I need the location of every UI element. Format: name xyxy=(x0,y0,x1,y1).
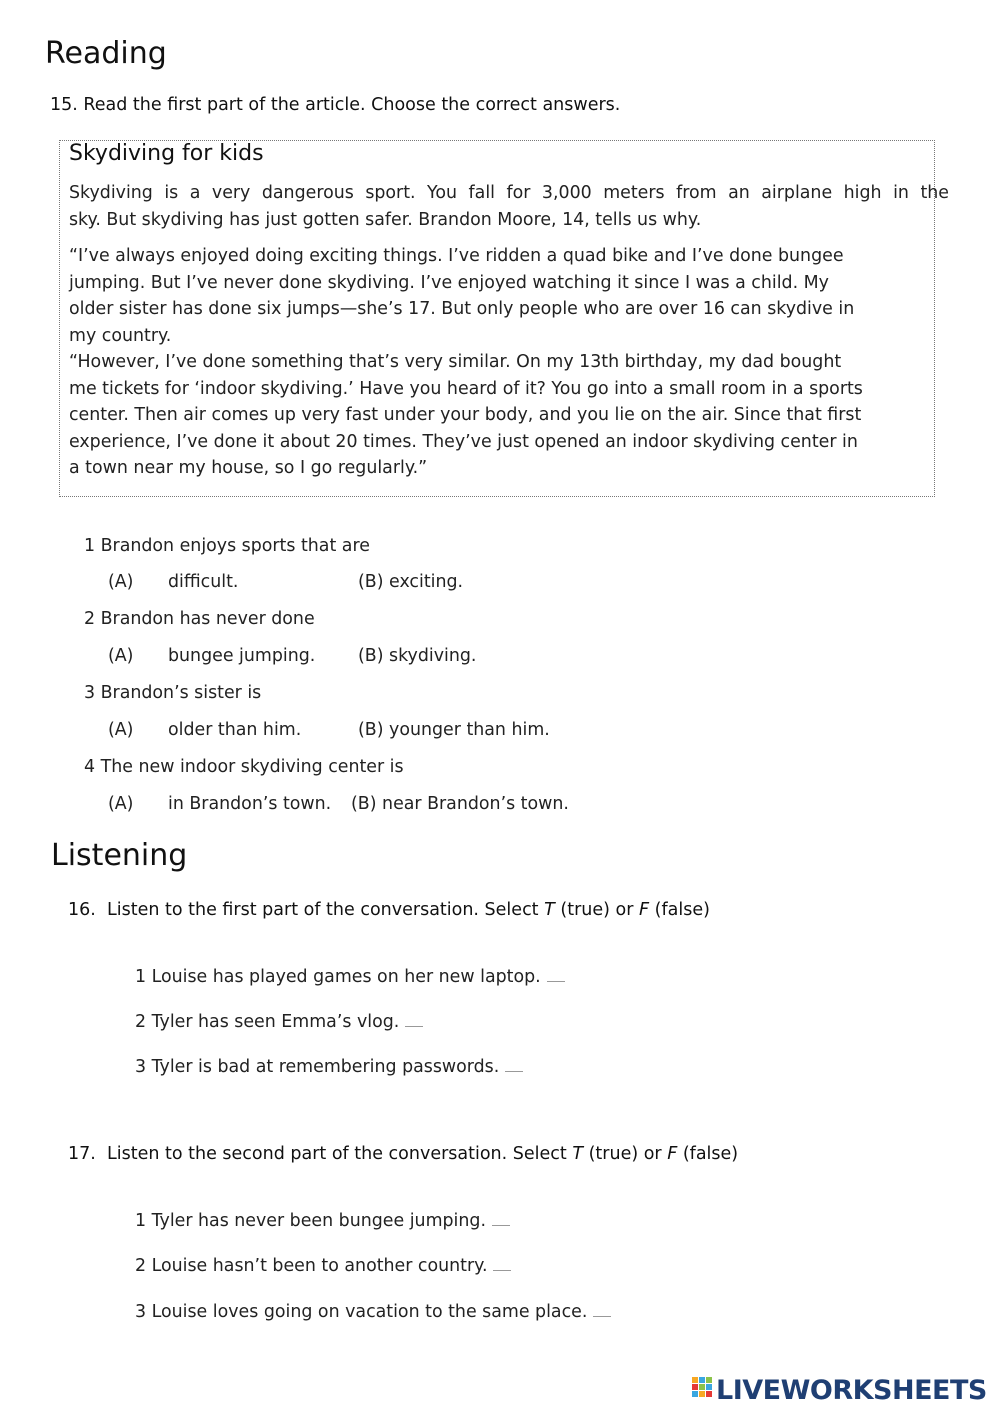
answer-blank[interactable] xyxy=(492,1224,510,1226)
answer-blank[interactable] xyxy=(593,1315,611,1317)
question-number: 3 xyxy=(84,683,96,703)
article-line: “I’ve always enjoyed doing exciting things. I’ve ridden a quad bike and I’ve done bungee xyxy=(69,246,844,266)
item-number: 1 xyxy=(135,967,147,987)
item-text: Tyler has seen Emma’s vlog. xyxy=(151,1012,400,1032)
item-text: Louise loves going on vacation to the same place. xyxy=(151,1302,588,1322)
question-1-option-a-text[interactable]: difficult. xyxy=(168,572,239,592)
question-1-option-b[interactable] xyxy=(358,572,463,592)
option-b-label[interactable]: (B) xyxy=(358,572,384,592)
article-line: my country. xyxy=(69,325,172,346)
question-3-option-a-label[interactable]: (A) xyxy=(108,720,134,740)
article-paragraph-1 xyxy=(69,180,949,233)
question-3-option-b[interactable] xyxy=(358,720,550,740)
question-4-option-a-text[interactable]: in Brandon’s town. xyxy=(168,794,332,814)
liveworksheets-logo xyxy=(692,1374,987,1406)
instruction-text: Listen to the first part of the conversation. Select xyxy=(106,900,545,920)
article-paragraph-2 xyxy=(69,243,939,482)
listening-16-instruction xyxy=(68,900,710,920)
listening-17-item-2 xyxy=(135,1256,511,1276)
item-text: Tyler has never been bungee jumping. xyxy=(151,1211,486,1231)
question-4-stem xyxy=(84,757,404,777)
section-number: 16. xyxy=(68,900,96,920)
article-line: experience, I’ve done it about 20 times. They’ve just opened an indoor skydiving center in xyxy=(69,431,858,452)
listening-16-item-3 xyxy=(135,1057,523,1077)
item-text: Tyler is bad at remembering passwords. xyxy=(151,1057,500,1077)
option-b-text[interactable]: near Brandon’s town. xyxy=(382,794,569,814)
question-2-option-a-label[interactable]: (A) xyxy=(108,646,134,666)
item-number: 3 xyxy=(135,1302,147,1322)
question-4-option-b[interactable] xyxy=(351,794,569,814)
listening-17-instruction xyxy=(68,1144,738,1164)
question-3-stem xyxy=(84,683,261,703)
question-1-stem xyxy=(84,536,370,556)
article-line: me tickets for ‘indoor skydiving.’ Have you heard of it? You go into a small room in a sports xyxy=(69,378,863,399)
question-1-option-a-label[interactable]: (A) xyxy=(108,572,134,592)
option-b-text[interactable]: skydiving. xyxy=(389,646,477,666)
item-number: 2 xyxy=(135,1012,147,1032)
question-4-option-a-label[interactable]: (A) xyxy=(108,794,134,814)
option-b-text[interactable]: exciting. xyxy=(389,572,464,592)
listening-16-item-2 xyxy=(135,1012,423,1032)
logo-text: LIVEWORKSHEETS xyxy=(716,1374,987,1406)
item-text: Louise hasn’t been to another country. xyxy=(151,1256,488,1276)
question-number: 2 xyxy=(84,609,96,629)
question-text: Brandon’s sister is xyxy=(100,683,262,703)
true-letter: T xyxy=(544,900,555,920)
article-line: older sister has done six jumps—she’s 17. But only people who are over 16 can skydive in xyxy=(69,299,855,319)
question-text: Brandon enjoys sports that are xyxy=(100,536,370,556)
answer-blank[interactable] xyxy=(505,1070,523,1072)
article-title: Skydiving for kids xyxy=(69,141,264,166)
article-line: a town near my house, so I go regularly.” xyxy=(69,458,428,478)
listening-17-item-1 xyxy=(135,1211,510,1231)
article-line: jumping. But I’ve never done skydiving. I’ve enjoyed watching it since I was a child. My xyxy=(69,272,829,293)
instruction-text: (true) or xyxy=(554,900,639,920)
item-number: 3 xyxy=(135,1057,147,1077)
reading-instruction: 15. Read the first part of the article. Choose the correct answers. xyxy=(50,95,621,115)
section-number: 17. xyxy=(68,1144,96,1164)
answer-blank[interactable] xyxy=(405,1025,423,1027)
article-line: center. Then air comes up very fast under your body, and you lie on the air. Since that first xyxy=(69,405,862,425)
item-number: 1 xyxy=(135,1211,147,1231)
listening-17-item-3 xyxy=(135,1302,611,1322)
article-line: “However, I’ve done something that’s very similar. On my 13th birthday, my dad bought xyxy=(69,352,842,372)
option-b-label[interactable]: (B) xyxy=(358,720,384,740)
false-letter: F xyxy=(638,900,650,920)
instruction-text: Listen to the second part of the conversation. Select xyxy=(106,1144,573,1164)
listening-16-item-1 xyxy=(135,967,565,987)
answer-blank[interactable] xyxy=(547,980,565,982)
true-letter: T xyxy=(572,1144,584,1164)
question-3-option-a-text[interactable]: older than him. xyxy=(168,720,302,740)
question-number: 1 xyxy=(84,536,96,556)
question-number: 4 xyxy=(84,757,96,777)
question-text: Brandon has never done xyxy=(100,609,315,629)
instruction-text: (true) or xyxy=(583,1144,668,1164)
listening-heading: Listening xyxy=(51,838,188,873)
instruction-text: (false) xyxy=(677,1144,739,1164)
option-b-label[interactable]: (B) xyxy=(351,794,377,814)
false-letter: F xyxy=(667,1144,678,1164)
answer-blank[interactable] xyxy=(493,1269,511,1271)
article-line: Skydiving is a very dangerous sport. You fall for 3,000 meters from an airplane high in the xyxy=(69,183,949,203)
question-2-option-b[interactable] xyxy=(358,646,476,666)
option-b-text[interactable]: younger than him. xyxy=(389,720,550,740)
item-text: Louise has played games on her new laptop. xyxy=(151,967,541,987)
logo-blocks-icon xyxy=(692,1377,714,1403)
item-number: 2 xyxy=(135,1256,147,1276)
reading-heading: Reading xyxy=(45,36,167,71)
article-line: sky. But skydiving has just gotten safer. Brandon Moore, 14, tells us why. xyxy=(69,209,702,230)
question-text: The new indoor skydiving center is xyxy=(100,757,404,777)
question-2-stem xyxy=(84,609,315,629)
instruction-text: (false) xyxy=(649,900,710,920)
option-b-label[interactable]: (B) xyxy=(358,646,384,666)
question-2-option-a-text[interactable]: bungee jumping. xyxy=(168,646,316,666)
